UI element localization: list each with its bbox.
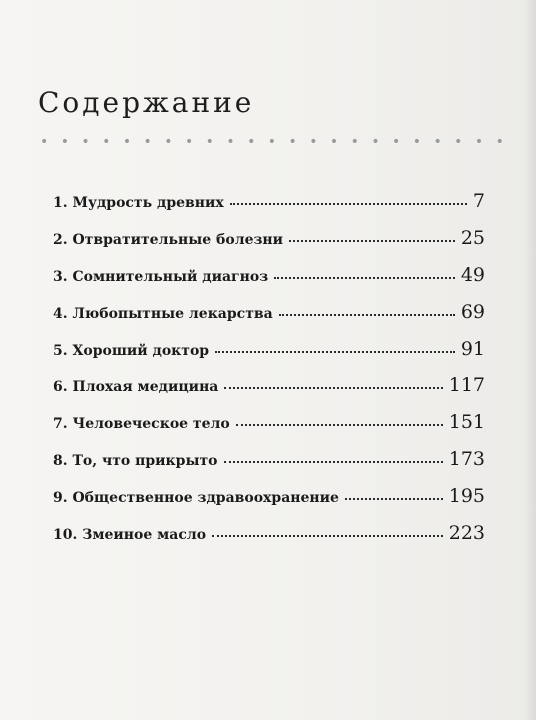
toc-entry xyxy=(53,227,485,264)
page-title: Содержание xyxy=(38,86,255,119)
toc-entry xyxy=(53,374,485,411)
toc-dot-leader xyxy=(224,387,442,389)
toc-dot-leader xyxy=(279,314,455,316)
toc-entry-title: 9. Общественное здравоохранение xyxy=(53,490,339,507)
toc-entry xyxy=(53,448,485,485)
toc-dot-leader xyxy=(289,240,455,242)
toc-entry-page: 7 xyxy=(472,190,485,212)
toc-entry xyxy=(53,190,485,227)
toc-dot-leader xyxy=(224,461,443,463)
toc-entry-title: 10. Змеиное масло xyxy=(53,527,207,544)
toc-entry-page: 195 xyxy=(448,485,485,508)
page-edge-shadow xyxy=(524,0,536,720)
toc-dot-leader xyxy=(274,277,455,279)
toc-entry-title: 5. Хороший доктор xyxy=(53,342,210,359)
toc-entry xyxy=(53,338,485,375)
toc-entry-title: 6. Плохая медицина xyxy=(53,379,219,396)
toc-entry-title: 4. Любопытные лекарства xyxy=(53,305,273,322)
title-dotted-rule: • • • • • • • • • • • • • • • • • • • • • • • xyxy=(40,134,508,150)
toc-entry-page: 25 xyxy=(460,226,485,249)
toc-dot-leader xyxy=(345,498,443,500)
toc-dot-leader xyxy=(230,203,467,205)
toc-entry-page: 151 xyxy=(448,411,485,434)
toc-entry-title: 3. Сомнительный диагноз xyxy=(53,268,269,285)
toc-entry-page: 49 xyxy=(460,263,485,286)
toc-entry-page: 223 xyxy=(448,522,485,545)
toc-entry-title: 8. То, что прикрыто xyxy=(53,453,218,470)
toc-entry xyxy=(53,301,485,338)
toc-entry xyxy=(53,522,485,559)
toc-entry-title: 1. Мудрость древних xyxy=(53,195,224,211)
toc-entry xyxy=(53,411,485,448)
toc-entry-page: 69 xyxy=(460,300,485,323)
toc-entry xyxy=(53,485,485,522)
toc-entry xyxy=(53,264,485,301)
toc-dot-leader xyxy=(212,535,443,537)
toc-entry-page: 173 xyxy=(448,448,485,471)
table-of-contents xyxy=(53,190,485,559)
toc-entry-title: 7. Человеческое тело xyxy=(53,416,230,433)
toc-dot-leader xyxy=(236,424,443,426)
toc-entry-page: 91 xyxy=(460,337,485,360)
toc-entry-title: 2. Отвратительные болезни xyxy=(53,231,284,248)
toc-entry-page: 117 xyxy=(448,374,485,397)
toc-dot-leader xyxy=(215,351,455,353)
